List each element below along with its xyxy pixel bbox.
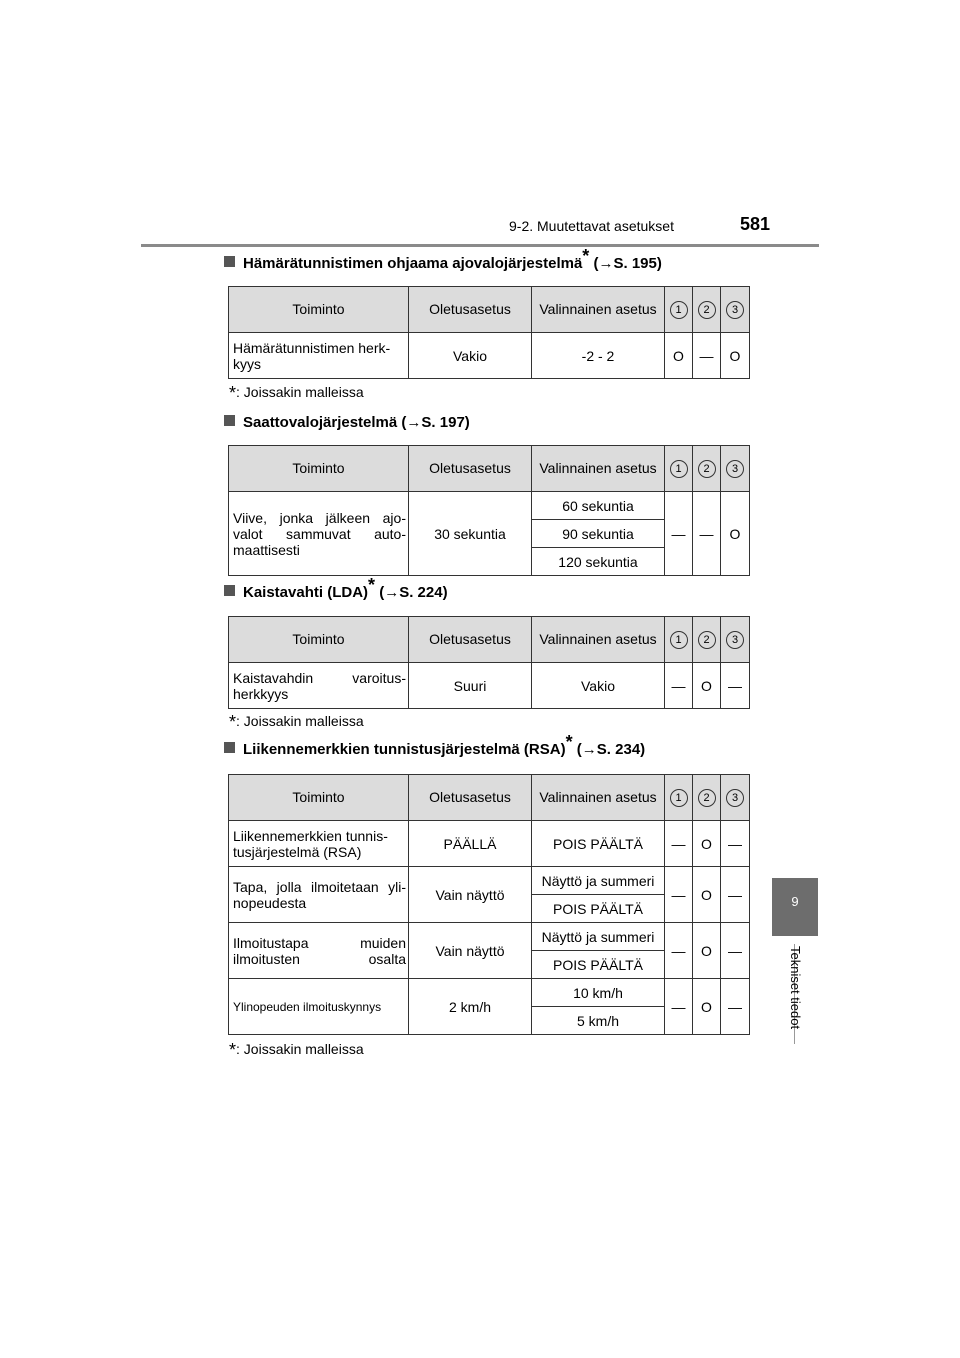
- cell-custom: POIS PÄÄLTÄ: [532, 821, 665, 867]
- cell-custom: 10 km/h: [532, 979, 665, 1007]
- header-method-1: [665, 446, 693, 492]
- circled-1: 1: [670, 789, 688, 807]
- circled-1: 1: [670, 631, 688, 649]
- header-default: Oletusasetus: [409, 446, 532, 492]
- bullet-square-icon: [224, 742, 235, 753]
- chapter-number: 9: [791, 894, 799, 909]
- cell-m1: —: [665, 663, 693, 709]
- cell-m1: O: [665, 333, 693, 379]
- header-method-1: [665, 775, 693, 821]
- cell-m1: —: [665, 979, 693, 1035]
- header-method-3: [721, 775, 750, 821]
- asterisk: *: [368, 575, 376, 595]
- page-reference[interactable]: (→S. 195): [593, 255, 662, 272]
- header-method-2: [693, 617, 721, 663]
- cell-m2: O: [693, 867, 721, 923]
- header-default: Oletusasetus: [409, 775, 532, 821]
- cell-m3: —: [721, 867, 750, 923]
- cell-m3: —: [721, 979, 750, 1035]
- header-method-3: [721, 287, 750, 333]
- cell-custom: Näyttö ja summeri: [532, 867, 665, 895]
- section-title: [224, 732, 646, 758]
- settings-table: [228, 616, 750, 709]
- cell-m2: O: [693, 663, 721, 709]
- circled-3: 3: [726, 631, 744, 649]
- table-row: [229, 821, 750, 867]
- header-method-2: [693, 446, 721, 492]
- cell-m2: O: [693, 821, 721, 867]
- footnote: *: Joissakin malleissa: [229, 383, 364, 403]
- header-method-2: [693, 775, 721, 821]
- chapter-label: Tekniset tiedot: [788, 946, 803, 1030]
- cell-default: 2 km/h: [409, 979, 532, 1035]
- cell-custom: Näyttö ja summeri: [532, 923, 665, 951]
- cell-custom: 120 sekuntia: [532, 548, 665, 576]
- cell-custom: -2 - 2: [532, 333, 665, 379]
- cell-m2: —: [693, 492, 721, 576]
- cell-function: Tapa, jolla ilmoitetaan yli-nopeudesta: [229, 867, 409, 923]
- circled-2: 2: [698, 631, 716, 649]
- circled-1: 1: [670, 301, 688, 319]
- table-row: [229, 492, 750, 520]
- table-header-row: [229, 287, 750, 333]
- bullet-square-icon: [224, 256, 235, 267]
- footnote: *: Joissakin malleissa: [229, 1040, 364, 1060]
- page-reference[interactable]: (→S. 224): [379, 584, 448, 601]
- cell-m3: —: [721, 663, 750, 709]
- cell-m3: —: [721, 923, 750, 979]
- section-title-text: Liikennemerkkien tunnistusjärjestelmä (RSA): [243, 741, 566, 758]
- cell-default: Vain näyttö: [409, 867, 532, 923]
- cell-m1: —: [665, 867, 693, 923]
- settings-table: [228, 445, 750, 576]
- header-method-1: [665, 617, 693, 663]
- cell-custom: POIS PÄÄLTÄ: [532, 895, 665, 923]
- cell-m3: O: [721, 492, 750, 576]
- section-title-text: Kaistavahti (LDA): [243, 584, 369, 601]
- cell-function: Viive, jonka jälkeen ajo-valot sammuvat auto-maattisesti: [229, 492, 409, 576]
- cell-m1: —: [665, 492, 693, 576]
- circled-1: 1: [670, 460, 688, 478]
- cell-custom: POIS PÄÄLTÄ: [532, 951, 665, 979]
- cell-default: PÄÄLLÄ: [409, 821, 532, 867]
- settings-table: [228, 774, 750, 1035]
- header-section-title: 9-2. Muutettavat asetukset: [509, 218, 674, 234]
- header-default: Oletusasetus: [409, 287, 532, 333]
- table-header-row: [229, 775, 750, 821]
- cell-m1: —: [665, 923, 693, 979]
- circled-3: 3: [726, 460, 744, 478]
- cell-custom: Vakio: [532, 663, 665, 709]
- cell-function: Hämärätunnistimen herk-kyys: [229, 333, 409, 379]
- header-custom: Valinnainen asetus: [532, 775, 665, 821]
- header-method-3: [721, 446, 750, 492]
- header-function: Toiminto: [229, 775, 409, 821]
- table-row: [229, 663, 750, 709]
- asterisk: *: [565, 732, 573, 752]
- cell-function: Ylinopeuden ilmoituskynnys: [229, 979, 409, 1035]
- cell-m1: —: [665, 821, 693, 867]
- cell-default: Vain näyttö: [409, 923, 532, 979]
- header-method-1: [665, 287, 693, 333]
- table-row: [229, 923, 750, 951]
- table-header-row: [229, 617, 750, 663]
- circled-2: 2: [698, 301, 716, 319]
- table-row: [229, 867, 750, 895]
- header-function: Toiminto: [229, 287, 409, 333]
- cell-m2: O: [693, 923, 721, 979]
- settings-table: [228, 286, 750, 379]
- header-function: Toiminto: [229, 446, 409, 492]
- cell-function: Kaistavahdin varoitus-herkkyys: [229, 663, 409, 709]
- bullet-square-icon: [224, 415, 235, 426]
- cell-m2: O: [693, 979, 721, 1035]
- circled-3: 3: [726, 301, 744, 319]
- table-row: [229, 333, 750, 379]
- header-function: Toiminto: [229, 617, 409, 663]
- cell-default: 30 sekuntia: [409, 492, 532, 576]
- cell-custom: 5 km/h: [532, 1007, 665, 1035]
- circled-2: 2: [698, 789, 716, 807]
- bullet-square-icon: [224, 585, 235, 596]
- section-title-text: Saattovalojärjestelmä: [243, 414, 398, 431]
- section-title: [224, 575, 448, 601]
- header-custom: Valinnainen asetus: [532, 617, 665, 663]
- section-title: [224, 414, 470, 431]
- cell-custom: 60 sekuntia: [532, 492, 665, 520]
- cell-default: Suuri: [409, 663, 532, 709]
- footnote: *: Joissakin malleissa: [229, 712, 364, 732]
- cell-m2: —: [693, 333, 721, 379]
- header-method-2: [693, 287, 721, 333]
- footnote-text: : Joissakin malleissa: [236, 384, 364, 400]
- footnote-text: : Joissakin malleissa: [236, 1041, 364, 1057]
- circled-2: 2: [698, 460, 716, 478]
- page-number: 581: [740, 214, 771, 234]
- cell-m3: O: [721, 333, 750, 379]
- page-reference[interactable]: (→S. 197): [401, 414, 470, 431]
- cell-function: Ilmoitustapa muiden ilmoitusten osalta: [229, 923, 409, 979]
- section-title-text: Hämärätunnistimen ohjaama ajovalojärjestelmä: [243, 255, 583, 272]
- chapter-tab[interactable]: [772, 878, 818, 936]
- asterisk: *: [582, 246, 590, 266]
- circled-3: 3: [726, 789, 744, 807]
- header-custom: Valinnainen asetus: [532, 446, 665, 492]
- footnote-text: : Joissakin malleissa: [236, 713, 364, 729]
- section-title: [224, 246, 662, 272]
- cell-m3: —: [721, 821, 750, 867]
- cell-custom: 90 sekuntia: [532, 520, 665, 548]
- header-custom: Valinnainen asetus: [532, 287, 665, 333]
- header-default: Oletusasetus: [409, 617, 532, 663]
- cell-function: Liikennemerkkien tunnis-tusjärjestelmä (RSA): [229, 821, 409, 867]
- header-method-3: [721, 617, 750, 663]
- cell-default: Vakio: [409, 333, 532, 379]
- header-rule: [141, 244, 819, 247]
- page-reference[interactable]: (→S. 234): [576, 741, 646, 758]
- table-row: [229, 979, 750, 1007]
- table-header-row: [229, 446, 750, 492]
